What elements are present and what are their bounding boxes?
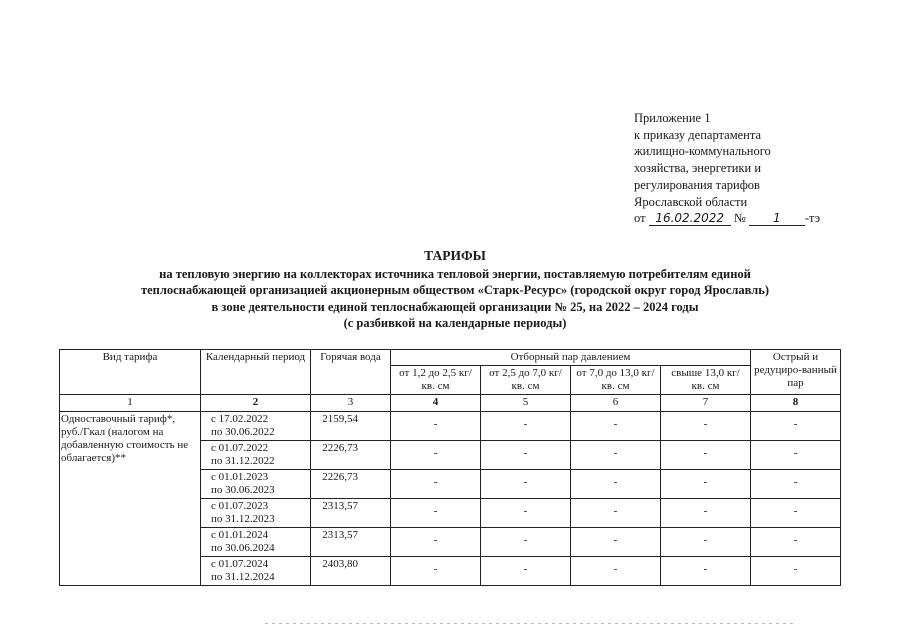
column-number: 6 [571,395,661,412]
appendix-line: регулирования тарифов [634,177,760,192]
hot-water-price: 2313,57 [311,528,391,557]
empty-value-cell [571,528,661,557]
dash-mark: - [613,505,618,517]
hot-water-price: 2226,73 [311,470,391,499]
header-steam-1: от 1,2 до 2,5 кг/ кв. см [391,366,481,395]
empty-value-cell [481,441,571,470]
period-cell [201,499,311,528]
title-line-3: в зоне деятельности единой теплоснабжающей организации № 25, на 2022 – 2024 годы [211,299,699,314]
order-suffix: -тэ [804,211,821,226]
empty-value-cell [751,557,841,586]
empty-value-cell [661,441,751,470]
column-number: 1 [60,395,201,412]
dash-mark: - [613,563,618,575]
empty-value-cell [391,557,481,586]
dash-mark: - [793,476,798,488]
period-cell [201,412,311,441]
scan-artifact-line [265,623,795,624]
dash-mark: - [523,418,528,430]
dash-mark: - [433,476,438,488]
dash-mark: - [523,505,528,517]
dash-mark: - [703,476,708,488]
dash-mark: - [703,534,708,546]
dash-mark: - [703,418,708,430]
period-to: по 31.12.2022 [211,455,275,467]
header-tariff-type: Вид тарифа [60,350,201,395]
empty-value-cell [751,470,841,499]
title-heading: ТАРИФЫ [424,248,486,263]
empty-value-cell [571,499,661,528]
column-number-row [60,395,841,412]
empty-value-cell [571,412,661,441]
dash-mark: - [793,447,798,459]
period-cell [201,557,311,586]
period-to: по 30.06.2022 [211,426,275,438]
empty-value-cell [391,528,481,557]
table-row [60,412,841,441]
column-number: 2 [201,395,311,412]
empty-value-cell [661,412,751,441]
period-cell [201,528,311,557]
document-title [40,248,870,332]
column-number: 3 [311,395,391,412]
hot-water-price: 2313,57 [311,499,391,528]
appendix-block [634,110,884,227]
period-from: с 01.07.2022 [211,442,269,454]
dash-mark: - [433,563,438,575]
empty-value-cell [751,441,841,470]
column-number: 5 [481,395,571,412]
empty-value-cell [481,499,571,528]
number-sign: № [733,211,746,226]
dash-mark: - [613,447,618,459]
header-row [60,350,841,366]
appendix-line: жилищно-коммунального [634,144,771,159]
empty-value-cell [481,528,571,557]
tariff-body [60,412,841,586]
appendix-line: Приложение 1 [634,111,711,125]
dash-mark: - [793,505,798,517]
dash-mark: - [433,505,438,517]
empty-value-cell [481,412,571,441]
handwritten-number: 1 [749,212,805,226]
empty-value-cell [571,441,661,470]
dash-mark: - [433,418,438,430]
dash-mark: - [703,563,708,575]
empty-value-cell [391,499,481,528]
empty-value-cell [391,412,481,441]
empty-value-cell [391,441,481,470]
from-label: от [634,211,646,226]
dash-mark: - [523,534,528,546]
period-cell [201,441,311,470]
period-from: с 17.02.2022 [211,413,269,425]
empty-value-cell [391,470,481,499]
empty-value-cell [661,499,751,528]
empty-value-cell [661,557,751,586]
dash-mark: - [793,534,798,546]
dash-mark: - [793,418,798,430]
header-period: Календарный период [201,350,311,395]
hot-water-price: 2159,54 [311,412,391,441]
tariff-type-cell: Одноставочный тариф*, руб./Гкал (налогом на добавленную стоимость не облагается)** [60,412,201,586]
dash-mark: - [523,563,528,575]
period-to: по 31.12.2024 [211,571,275,583]
dash-mark: - [523,476,528,488]
title-line-1: на тепловую энергию на коллекторах источника тепловой энергии, поставляемую потребителям единой [159,266,751,281]
period-cell [201,470,311,499]
period-to: по 30.06.2024 [211,542,275,554]
dash-mark: - [433,447,438,459]
period-from: с 01.01.2024 [211,529,269,541]
header-sharp-steam: Острый и редуциро-ванный пар [751,350,841,395]
hot-water-price: 2226,73 [311,441,391,470]
appendix-line: Ярославской области [634,194,748,209]
dash-mark: - [433,534,438,546]
tariff-table [59,349,841,586]
column-number: 4 [391,395,481,412]
appendix-line: к приказу департамента [634,127,762,142]
handwritten-date: 16.02.2022 [649,212,731,226]
dash-mark: - [793,563,798,575]
column-number: 7 [661,395,751,412]
column-number: 8 [751,395,841,412]
dash-mark: - [613,418,618,430]
hot-water-price: 2403,80 [311,557,391,586]
empty-value-cell [751,412,841,441]
empty-value-cell [571,557,661,586]
header-steam-4: свыше 13,0 кг/ кв. см [661,366,751,395]
period-from: с 01.07.2023 [211,500,269,512]
period-to: по 30.06.2023 [211,484,275,496]
period-from: с 01.01.2023 [211,471,269,483]
period-to: по 31.12.2023 [211,513,275,525]
header-steam-3: от 7,0 до 13,0 кг/кв. см [571,366,661,395]
dash-mark: - [613,476,618,488]
header-steam-group: Отборный пар давлением [391,350,751,366]
empty-value-cell [571,470,661,499]
header-hot-water: Горячая вода [311,350,391,395]
title-line-2: теплоснабжающей организацией акционерным обществом «Старк-Ресурс» (городской округ город Ярославль) [140,283,769,297]
empty-value-cell [751,499,841,528]
empty-value-cell [481,557,571,586]
appendix-line: хозяйства, энергетики и [634,161,762,176]
dash-mark: - [613,534,618,546]
appendix-date-line [634,210,884,227]
empty-value-cell [481,470,571,499]
title-line-4: (с разбивкой на календарные периоды) [343,316,567,330]
empty-value-cell [751,528,841,557]
empty-value-cell [661,470,751,499]
empty-value-cell [661,528,751,557]
header-steam-2: от 2,5 до 7,0 кг/ кв. см [481,366,571,395]
period-from: с 01.07.2024 [211,558,269,570]
dash-mark: - [703,447,708,459]
dash-mark: - [703,505,708,517]
dash-mark: - [523,447,528,459]
